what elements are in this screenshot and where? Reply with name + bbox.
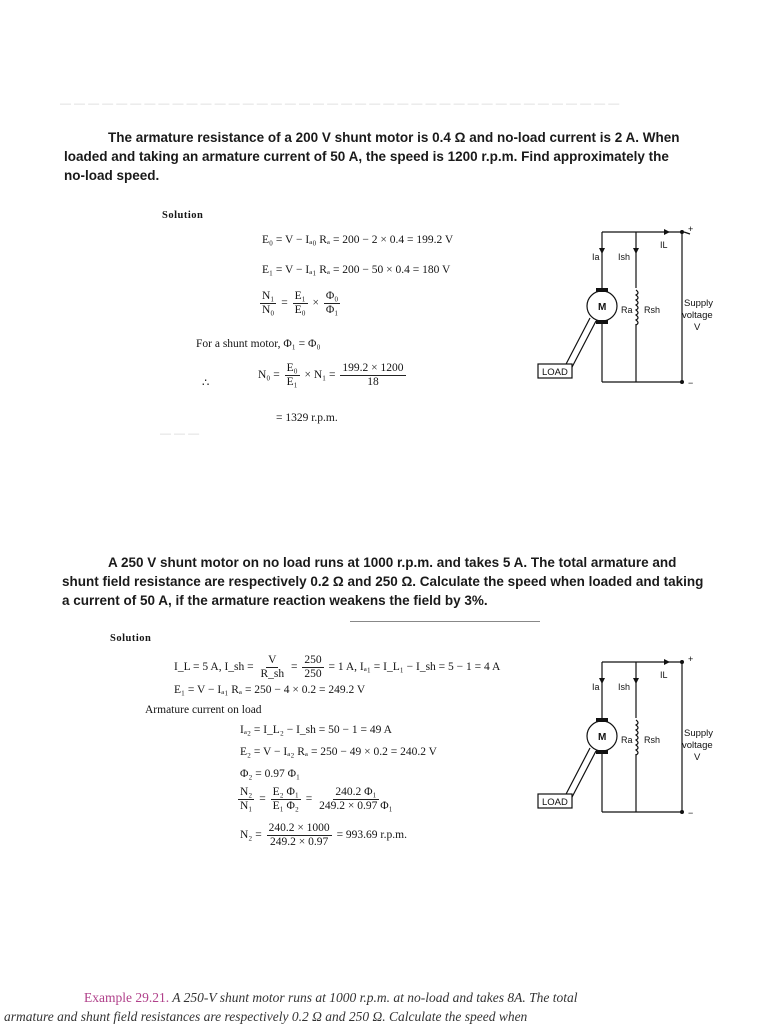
brush-bottom: [596, 750, 608, 754]
label-ia: Ia: [592, 252, 600, 262]
arrow-ish: [633, 678, 639, 684]
problem-2-line-1: A 250 V shunt motor on no load runs at 1000 r.p.m. and takes 5 A. The total armature and: [108, 555, 677, 570]
frac-denominator: N₁: [240, 800, 253, 812]
label-ra: Ra: [621, 735, 633, 745]
label-motor: M: [598, 732, 607, 743]
problem-2-line-2: shunt field resistance are respectively 0.2 Ω and 250 Ω. Calculate the speed when loaded and taking: [62, 574, 704, 589]
shaft-line-2: [570, 751, 596, 801]
solution-1-result: = 1329 r.p.m.: [276, 412, 338, 424]
problem-1-line-1: The armature resistance of a 200 V shunt motor is 0.4 Ω and no-load current is 2 A. When: [108, 130, 680, 145]
label-rsh: Rsh: [644, 305, 661, 315]
example-label: Example 29.21.: [84, 990, 170, 1005]
solution-1-heading: Solution: [162, 210, 204, 221]
eq-mid: × N₁ =: [304, 369, 336, 382]
shaft-line-1: [564, 318, 590, 368]
solution-1-eq-1: E₀ = V − Iₐ₀ Rₐ = 200 − 2 × 0.4 = 199.2 V: [262, 234, 454, 246]
frac-numerator: 250: [304, 654, 322, 666]
arrow-ish: [633, 248, 639, 254]
eq-lhs: N₂ =: [240, 829, 262, 842]
label-minus: −: [688, 808, 694, 818]
frac-denominator: E₁ Φ₂: [272, 800, 299, 812]
label-load: LOAD: [542, 797, 568, 808]
shunt-motor-circuit-2: [532, 648, 722, 826]
problem-statement-1: [64, 128, 714, 185]
terminal-minus: [680, 380, 684, 384]
solution-2-armature-note: Armature current on load: [145, 704, 262, 716]
frac-numerator: E₂ Φ₁: [272, 786, 299, 798]
frac-denominator: 249.2 × 0.97: [270, 836, 329, 848]
frac-denominator: E₁: [286, 376, 298, 388]
example-29-21: [4, 988, 756, 1026]
frac-numerator: E₀: [286, 362, 298, 374]
solution-1-eq-3: $\frac{\text{N₁}}{\text{N₀}}$ = $\frac{\text{E₁}}{\text{E₀}}$ × $\frac{\text{Φ₀}}{\text{Φ₁}}$: [262, 290, 339, 316]
solution-2-eq-3: Iₐ₂ = I_L₂ − I_sh = 50 − 1 = 49 A: [240, 724, 392, 736]
label-v: V: [694, 752, 701, 763]
label-ish: Ish: [618, 682, 631, 692]
arrow-il: [664, 229, 670, 235]
frac-numerator: N₂: [240, 786, 253, 798]
terminal-minus: [680, 810, 684, 814]
label-supply: Supply: [684, 728, 714, 739]
label-plus: +: [688, 224, 694, 234]
label-voltage: voltage: [682, 740, 713, 751]
label-minus: −: [688, 378, 694, 388]
therefore-symbol: ∴: [202, 377, 210, 389]
divider-line: [350, 621, 540, 622]
problem-2-line-3: a current of 50 A, if the armature reaction weakens the field by 3%.: [62, 593, 488, 608]
label-ra: Ra: [621, 305, 633, 315]
terminal-plus: [680, 660, 684, 664]
solution-2-eq-7: [240, 822, 407, 849]
frac-denominator: Φ₁: [325, 304, 339, 316]
problem-1-line-2: loaded and taking an armature current of 50 A, the speed is 1200 r.p.m. Find approximately the: [64, 149, 669, 164]
arrow-il: [664, 659, 670, 665]
eq-result: = 993.69 r.p.m.: [336, 829, 407, 842]
solution-2-heading: Solution: [110, 633, 152, 644]
example-text-1: A 250-V shunt motor runs at 1000 r.p.m. at no-load and takes 8A. The total: [172, 990, 578, 1005]
eq-lhs: N₀ =: [258, 369, 280, 382]
shunt-coil: [636, 720, 638, 755]
solution-2-eq-2: E₁ = V − Iₐ₁ Rₐ = 250 − 4 × 0.2 = 249.2 V: [174, 684, 366, 696]
label-ish: Ish: [618, 252, 631, 262]
solution-1-shunt-note: For a shunt motor, Φ₁ = Φ₀: [196, 338, 321, 350]
bleed-text: — — — — — — — — — — — — — — — — — — — — — — — — — — — — — — — — — — — — — — — —: [60, 98, 620, 110]
label-ia: Ia: [592, 682, 600, 692]
frac-denominator: 249.2 × 0.97 Φ₁: [319, 800, 393, 812]
solution-2-eq-6: $\frac{\text{N₂}}{\text{N₁}}$ = $\frac{\text{E₂ Φ₁}}{\text{E₁ Φ₂}}$ = $\frac{\text{240.2 Φ₁}}{\text{249.2 × 0.97 Φ₁}}$: [240, 786, 393, 812]
solution-1-eq-2: E₁ = V − Iₐ₁ Rₐ = 200 − 50 × 0.4 = 180 V: [262, 264, 451, 276]
solution-2-eq-5: Φ₂ = 0.97 Φ₁: [240, 768, 301, 780]
bleed-text-2: — — —: [160, 428, 200, 440]
problem-statement-2: [62, 553, 712, 610]
shaft-line-2: [570, 321, 596, 371]
frac-denominator: E₀: [294, 304, 306, 316]
terminal-plus: [680, 230, 684, 234]
brush-top: [596, 288, 608, 292]
brush-bottom: [596, 320, 608, 324]
label-load: LOAD: [542, 367, 568, 378]
frac-numerator: 240.2 × 1000: [268, 822, 330, 834]
arrow-ia: [599, 248, 605, 254]
shunt-coil: [636, 290, 638, 325]
label-plus: +: [688, 654, 694, 664]
shaft-line-1: [564, 748, 590, 798]
frac-numerator: 199.2 × 1200: [342, 362, 404, 374]
eq-part: = 1 A, Iₐ₁ = I_L₁ − I_sh = 5 − 1 = 4 A: [328, 661, 501, 674]
brush-top: [596, 718, 608, 722]
label-il: IL: [660, 670, 668, 680]
example-line-1: [84, 988, 756, 1007]
solution-2-eq-1: [174, 654, 500, 681]
frac-numerator: 240.2 Φ₁: [335, 786, 377, 798]
frac-denominator: N₀: [262, 304, 275, 316]
equals-sign: =: [291, 661, 298, 674]
label-il: IL: [660, 240, 668, 250]
label-v: V: [694, 322, 701, 333]
eq-part: I_L = 5 A, I_sh =: [174, 661, 254, 674]
frac-numerator: N₁: [262, 290, 275, 302]
arrow-ia: [599, 678, 605, 684]
example-line-2: armature and shunt field resistances are respectively 0.2 Ω and 250 Ω. Calculate the speed when: [4, 1009, 528, 1024]
frac-numerator: E₁: [294, 290, 306, 302]
label-supply: Supply: [684, 298, 714, 309]
frac-numerator: Φ₀: [325, 290, 339, 302]
label-rsh: Rsh: [644, 735, 661, 745]
frac-denominator: R_sh: [260, 668, 285, 680]
solution-1-eq-4: [258, 362, 408, 389]
frac-numerator: V: [268, 654, 277, 666]
label-voltage: voltage: [682, 310, 713, 321]
problem-1-line-3: no-load speed.: [64, 168, 160, 183]
frac-denominator: 250: [304, 668, 322, 680]
label-motor: M: [598, 302, 607, 313]
frac-denominator: 18: [367, 376, 379, 388]
shunt-motor-circuit-1: [532, 218, 722, 396]
solution-2-eq-4: E₂ = V − Iₐ₂ Rₐ = 250 − 49 × 0.2 = 240.2 V: [240, 746, 437, 758]
times-sign: ×: [312, 297, 319, 310]
